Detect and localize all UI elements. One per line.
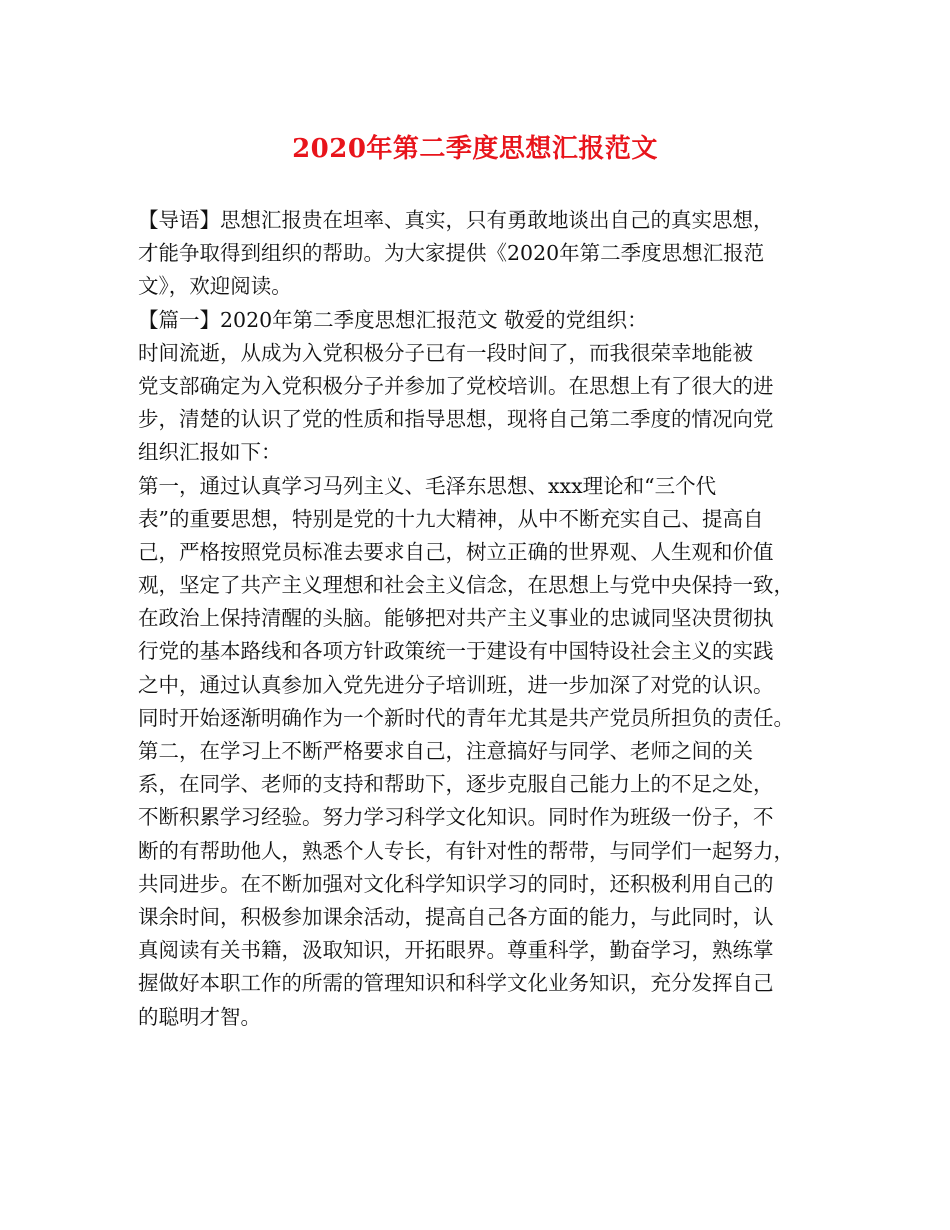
body-line: 课余时间，积极参加课余活动，提高自己各方面的能力，与此同时，认 [138,904,774,929]
body-line: 第一，通过认真学习马列主义、毛泽东思想、xxx理论和“三个代 [138,473,717,498]
body-line: 系，在同学、老师的支持和帮助下，逐步克服自己能力上的不足之处， [138,772,774,797]
body-line: 同时开始逐渐明确作为一个新时代的青年尤其是共产党员所担负的责任。 [138,705,794,730]
body-line: 握做好本职工作的所需的管理知识和科学文化业务知识，充分发挥自己 [138,971,774,996]
document-title: 2020年第二季度思想汇报范文 [292,134,658,164]
body-line: 己，严格按照党员标准去要求自己，树立正确的世界观、人生观和价值 [138,539,774,564]
body-line: 之中，通过认真参加入党先进分子培训班，进一步加深了对党的认识。 [138,672,774,697]
body-line: 真阅读有关书籍，汲取知识，开拓眼界。尊重科学，勤奋学习，熟练掌 [138,938,774,963]
body-line: 才能争取得到组织的帮助。为大家提供《2020年第二季度思想汇报范 [138,241,765,266]
body-line: 党支部确定为入党积极分子并参加了党校培训。在思想上有了很大的进 [138,373,774,398]
body-line: 【导语】思想汇报贵在坦率、真实，只有勇敢地谈出自己的真实思想， [138,208,774,232]
body-line: 观，坚定了共产主义理想和社会主义信念，在思想上与党中央保持一致， [138,573,794,598]
body-line: 在政治上保持清醒的头脑。能够把对共产主义事业的忠诚同坚决贯彻执 [138,606,774,631]
body-line: 共同进步。在不断加强对文化科学知识学习的同时，还积极利用自己的 [138,871,774,896]
body-line: 步，清楚的认识了党的性质和指导思想，现将自己第二季度的情况向党 [138,407,774,432]
body-line: 时间流逝，从成为入党积极分子已有一段时间了，而我很荣幸地能被 [138,340,753,365]
body-line: 断的有帮助他人，熟悉个人专长，有针对性的帮带，与同学们一起努力， [138,838,794,863]
body-line: 组织汇报如下： [138,440,282,465]
body-line: 第二，在学习上不断严格要求自己，注意搞好与同学、老师之间的关 [138,739,753,763]
body-line: 【篇一】2020年第二季度思想汇报范文 敬爱的党组织： [138,307,648,332]
body-line: 文》，欢迎阅读。 [138,274,292,299]
body-line: 不断积累学习经验。努力学习科学文化知识。同时作为班级一份子，不 [138,805,774,830]
body-line: 的聪明才智。 [138,1004,261,1029]
body-line: 行党的基本路线和各项方针政策统一于建设有中国特设社会主义的实践 [138,639,774,664]
document-body [138,204,828,1034]
body-line: 表”的重要思想，特别是党的十九大精神，从中不断充实自己、提高自 [138,506,764,531]
